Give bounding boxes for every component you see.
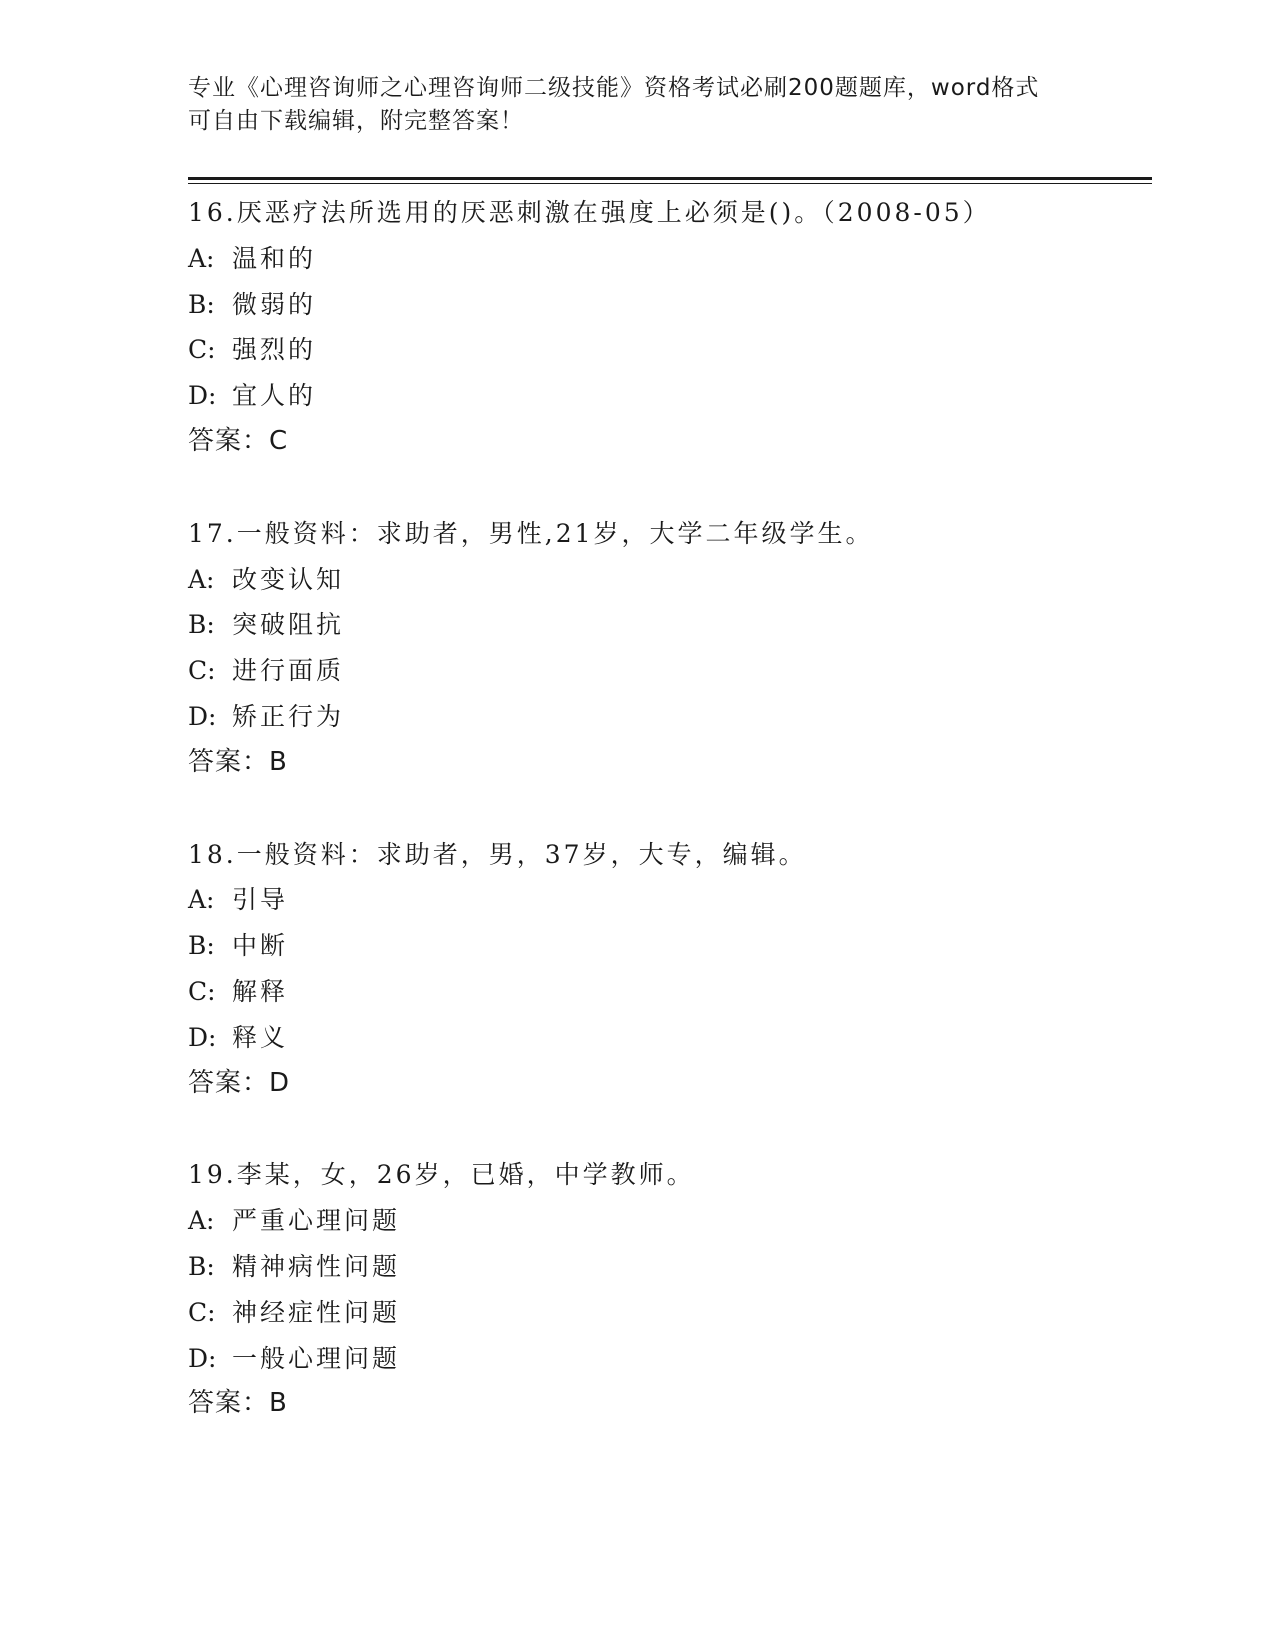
option-text: 一般心理问题 [232,1343,401,1373]
question-16 [188,190,1148,465]
option-key: B: [188,1251,215,1281]
header-divider-thin [188,183,1152,184]
option-c [188,969,1148,1015]
option-a [188,557,1148,603]
question-stem: 16.厌恶疗法所选用的厌恶刺激在强度上必须是()。（2008-05） [188,198,991,227]
option-text: 解释 [232,976,289,1006]
option-key: A: [188,564,215,594]
option-key: C: [188,335,216,365]
option-d [188,373,1148,419]
question-19 [188,1152,1148,1427]
option-d [188,1336,1148,1382]
option-b [188,923,1148,969]
option-a [188,1198,1148,1244]
option-text: 宜人的 [232,381,317,411]
option-text: 矫正行为 [232,701,345,731]
answer-line: 答案：D [188,1067,291,1098]
option-text: 严重心理问题 [232,1206,401,1236]
option-key: D: [188,1022,217,1052]
option-key: B: [188,931,215,961]
answer-line: 答案：B [188,1388,288,1419]
option-text: 强烈的 [232,335,317,365]
option-key: D: [188,701,217,731]
option-c [188,1290,1148,1336]
question-list [188,190,1148,1473]
option-text: 微弱的 [232,289,317,319]
option-text: 中断 [232,931,289,961]
question-stem: 17.一般资料：求助者，男性,21岁，大学二年级学生。 [188,518,874,548]
question-17 [188,511,1148,786]
option-key: D: [188,381,217,411]
option-text: 改变认知 [232,564,345,594]
question-stem: 18.一般资料：求助者，男，37岁，大专，编辑。 [188,839,807,869]
option-c [188,327,1148,373]
option-b [188,602,1148,648]
option-key: B: [188,610,215,640]
answer-line: 答案：C [188,425,289,456]
option-d [188,694,1148,740]
option-key: C: [188,1297,216,1327]
question-18 [188,832,1148,1107]
option-d [188,1015,1148,1061]
option-b [188,282,1148,328]
option-text: 释义 [232,1022,289,1052]
option-key: C: [188,976,216,1006]
option-key: A: [188,885,215,915]
option-text: 温和的 [232,243,317,273]
option-text: 突破阻抗 [232,610,345,640]
option-key: B: [188,289,215,319]
header-divider-thick [188,177,1152,180]
option-text: 引导 [232,885,289,915]
question-stem: 19.李某，女，26岁，已婚，中学教师。 [188,1160,695,1190]
option-text: 精神病性问题 [232,1251,401,1281]
option-key: C: [188,656,216,686]
option-key: A: [188,1206,215,1236]
option-text: 神经症性问题 [232,1297,401,1327]
option-b [188,1244,1148,1290]
header-line-1: 专业《心理咨询师之心理咨询师二级技能》资格考试必刷200题题库，word格式 [188,75,1040,101]
option-c [188,648,1148,694]
option-key: A: [188,243,215,273]
header-line-2: 可自由下载编辑，附完整答案！ [188,108,524,134]
option-a [188,877,1148,923]
option-a [188,236,1148,282]
document-header [188,72,1088,138]
answer-line: 答案：B [188,746,288,777]
option-key: D: [188,1343,217,1373]
option-text: 进行面质 [232,656,345,686]
